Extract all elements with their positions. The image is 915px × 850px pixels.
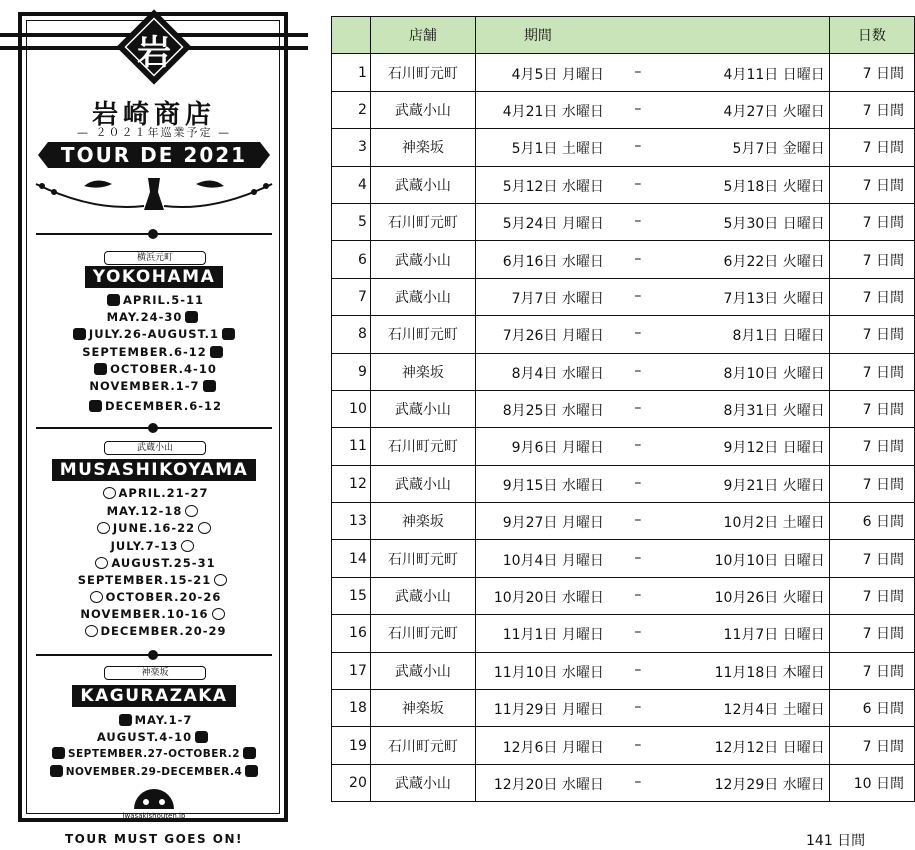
row-days: 7 日間: [829, 428, 914, 465]
table-row: [332, 316, 915, 353]
period-dash: –: [634, 474, 642, 491]
period-start: 8月25日 水曜日: [502, 403, 604, 420]
table-row: [332, 652, 915, 689]
table-row: [332, 278, 915, 315]
period-dash: –: [634, 400, 642, 417]
yokohama-date: DECEMBER.6-12: [0, 399, 308, 413]
period-start: 11月29日 月曜日: [493, 702, 604, 719]
yokohama-date: NOVEMBER.1-7: [0, 379, 308, 393]
row-store: 石川町元町: [370, 428, 475, 465]
period-dash: –: [634, 774, 642, 790]
row-index: 3: [332, 129, 371, 166]
row-period: [475, 91, 829, 128]
table-row: [332, 203, 915, 240]
row-period: [475, 764, 829, 801]
row-period: [475, 353, 829, 390]
table-row: [332, 577, 915, 614]
period-start: 12月20日 水曜日: [493, 777, 604, 793]
row-days: 7 日間: [829, 54, 914, 91]
row-days: 7 日間: [829, 540, 914, 577]
row-store: 武蔵小山: [370, 652, 475, 689]
period-end: 12月12日 日曜日: [714, 739, 825, 756]
kagurazaka-date: SEPTEMBER.27-OCTOBER.2: [0, 747, 308, 760]
row-index: 5: [332, 203, 371, 240]
row-index: 2: [332, 91, 371, 128]
period-start: 9月27日 月曜日: [502, 515, 604, 532]
row-days: 6 日間: [829, 503, 914, 540]
row-days: 7 日間: [829, 166, 914, 203]
period-end: 11月18日 木曜日: [714, 664, 825, 681]
kagurazaka-kana: 神楽坂: [104, 666, 206, 680]
logo-glyph: 岩: [137, 33, 171, 73]
period-end: 12月4日 土曜日: [723, 702, 825, 719]
row-days: 7 日間: [829, 129, 914, 166]
musashikoyama-date: SEPTEMBER.15-21: [0, 573, 308, 587]
kagurazaka-date: NOVEMBER.29-DECEMBER.4: [0, 765, 308, 778]
row-period: [475, 278, 829, 315]
period-dash: –: [634, 661, 642, 678]
footer-logo-icon: [130, 785, 178, 811]
period-dash: –: [634, 437, 642, 454]
period-dash: –: [634, 362, 642, 379]
row-store: 武蔵小山: [370, 166, 475, 203]
table-row: [332, 428, 915, 465]
period-start: 12月6日 月曜日: [502, 739, 604, 756]
period-dash: –: [634, 587, 642, 604]
table-row: [332, 91, 915, 128]
row-period: [475, 316, 829, 353]
row-index: 15: [332, 577, 371, 614]
table-row: [332, 503, 915, 540]
row-days: 7 日間: [829, 390, 914, 427]
table-row: [332, 353, 915, 390]
row-index: 1: [332, 54, 371, 91]
section-divider: [36, 423, 272, 433]
row-store: 石川町元町: [370, 203, 475, 240]
row-index: 4: [332, 166, 371, 203]
yokohama-kana: 横浜元町: [104, 251, 206, 265]
musashikoyama-date: AUGUST.25-31: [0, 556, 308, 570]
period-end: 9月12日 日曜日: [723, 440, 825, 457]
table-row: [332, 54, 915, 91]
row-index: 7: [332, 278, 371, 315]
poster-motto: TOUR MUST GOES ON!: [64, 832, 244, 846]
period-end: 5月7日 金曜日: [732, 141, 825, 158]
period-end: 8月31日 火曜日: [723, 403, 825, 420]
period-end: 10月10日 日曜日: [714, 552, 825, 569]
row-store: 神楽坂: [370, 129, 475, 166]
row-index: 19: [332, 727, 371, 764]
period-end: 7月13日 火曜日: [723, 290, 825, 307]
row-period: [475, 129, 829, 166]
row-index: 20: [332, 764, 371, 801]
row-days: 7 日間: [829, 241, 914, 278]
period-start: 4月21日 水曜日: [502, 103, 604, 120]
row-store: 神楽坂: [370, 690, 475, 727]
row-store: 武蔵小山: [370, 465, 475, 502]
row-store: 石川町元町: [370, 316, 475, 353]
period-start: 9月6日 月曜日: [511, 440, 604, 457]
row-store: 石川町元町: [370, 615, 475, 652]
row-period: [475, 540, 829, 577]
period-end: 8月10日 火曜日: [723, 365, 825, 382]
musashikoyama-date: MAY.12-18: [0, 504, 308, 518]
period-dash: –: [634, 624, 642, 641]
period-end: 5月30日 日曜日: [723, 216, 825, 233]
row-store: 武蔵小山: [370, 764, 475, 801]
row-period: [475, 727, 829, 764]
header-period: 期間: [475, 17, 829, 54]
tour-poster: [0, 0, 308, 849]
table-row: [332, 615, 915, 652]
period-dash: –: [634, 138, 642, 155]
section-divider: [36, 229, 272, 239]
row-period: [475, 577, 829, 614]
tour-schedule-table: [331, 16, 915, 802]
yokohama-date: APRIL.5-11: [0, 293, 308, 307]
period-end: 12月29日 水曜日: [714, 777, 825, 793]
musashikoyama-date: APRIL.21-27: [0, 486, 308, 500]
period-end: 5月18日 火曜日: [723, 178, 825, 195]
row-index: 13: [332, 503, 371, 540]
period-dash: –: [634, 699, 642, 716]
website-url: iwasakishouten.jp: [122, 812, 186, 820]
table-row: [332, 690, 915, 727]
period-dash: –: [634, 287, 642, 304]
table-row: [332, 540, 915, 577]
kagurazaka-title: KAGURAZAKA: [0, 685, 308, 707]
table-row: [332, 129, 915, 166]
row-days: 10 日間: [829, 764, 914, 801]
kagurazaka-date: MAY.1-7: [0, 713, 308, 727]
period-start: 10月20日 水曜日: [493, 590, 604, 607]
row-days: 7 日間: [829, 652, 914, 689]
header-days: 日数: [829, 17, 914, 54]
row-period: [475, 690, 829, 727]
yokohama-date: JULY.26-AUGUST.1: [0, 327, 308, 341]
period-end: 8月1日 日曜日: [732, 328, 825, 345]
row-index: 9: [332, 353, 371, 390]
musashikoyama-date: JUNE.16-22: [0, 521, 308, 535]
period-start: 7月26日 月曜日: [502, 328, 604, 345]
table-row: [332, 764, 915, 801]
yokohama-date: MAY.24-30: [0, 310, 308, 324]
row-days: 7 日間: [829, 577, 914, 614]
header-store: 店舗: [370, 17, 475, 54]
period-dash: –: [634, 512, 642, 529]
period-start: 10月4日 月曜日: [502, 552, 604, 569]
row-days: 7 日間: [829, 203, 914, 240]
table-row: [332, 390, 915, 427]
period-start: 8月4日 水曜日: [511, 365, 604, 382]
period-start: 7月7日 水曜日: [511, 290, 604, 307]
period-dash: –: [634, 549, 642, 566]
row-store: 武蔵小山: [370, 241, 475, 278]
row-store: 神楽坂: [370, 353, 475, 390]
row-index: 10: [332, 390, 371, 427]
row-days: 7 日間: [829, 465, 914, 502]
poster-subtitle: — ２０２１年巡業予定 —: [77, 126, 231, 139]
table-row: [332, 465, 915, 502]
row-store: 石川町元町: [370, 727, 475, 764]
row-period: [475, 615, 829, 652]
period-start: 11月10日 水曜日: [493, 664, 604, 681]
row-store: 武蔵小山: [370, 91, 475, 128]
row-days: 7 日間: [829, 316, 914, 353]
period-start: 4月5日 月曜日: [511, 66, 604, 83]
period-end: 10月2日 土曜日: [723, 515, 825, 532]
yokohama-date: OCTOBER.4-10: [0, 362, 308, 376]
table-row: [332, 727, 915, 764]
row-period: [475, 54, 829, 91]
row-index: 8: [332, 316, 371, 353]
period-dash: –: [634, 736, 642, 753]
period-start: 6月16日 水曜日: [502, 253, 604, 270]
row-days: 7 日間: [829, 91, 914, 128]
period-end: 10月26日 火曜日: [714, 590, 825, 607]
period-dash: –: [634, 250, 642, 267]
row-store: 武蔵小山: [370, 278, 475, 315]
row-store: 神楽坂: [370, 503, 475, 540]
row-period: [475, 503, 829, 540]
row-period: [475, 465, 829, 502]
row-index: 12: [332, 465, 371, 502]
row-store: 石川町元町: [370, 54, 475, 91]
tour-banner: TOUR DE 2021: [48, 142, 260, 168]
yokohama-date: SEPTEMBER.6-12: [0, 345, 308, 359]
period-end: 9月21日 火曜日: [723, 477, 825, 494]
period-start: 11月1日 月曜日: [502, 627, 604, 644]
row-period: [475, 390, 829, 427]
row-store: 石川町元町: [370, 540, 475, 577]
header-index: [332, 17, 371, 54]
row-period: [475, 652, 829, 689]
row-period: [475, 241, 829, 278]
period-dash: –: [634, 175, 642, 192]
section-divider: [36, 650, 272, 660]
row-index: 16: [332, 615, 371, 652]
table-row: [332, 166, 915, 203]
yokohama-title: YOKOHAMA: [0, 266, 308, 288]
row-days: 7 日間: [829, 727, 914, 764]
row-days: 7 日間: [829, 278, 914, 315]
period-dash: –: [634, 63, 642, 80]
period-start: 5月24日 月曜日: [502, 216, 604, 233]
row-days: 7 日間: [829, 353, 914, 390]
period-dash: –: [634, 100, 642, 117]
period-end: 4月11日 日曜日: [723, 66, 825, 83]
row-index: 17: [332, 652, 371, 689]
musashikoyama-date: DECEMBER.20-29: [0, 624, 308, 638]
period-dash: –: [634, 325, 642, 342]
row-store: 武蔵小山: [370, 577, 475, 614]
table-header-row: [332, 17, 915, 54]
row-index: 14: [332, 540, 371, 577]
total-days: 141 日間: [806, 833, 866, 849]
row-days: 7 日間: [829, 615, 914, 652]
row-period: [475, 428, 829, 465]
period-start: 5月1日 土曜日: [511, 141, 604, 158]
table-row: [332, 241, 915, 278]
period-start: 5月12日 水曜日: [502, 178, 604, 195]
kagurazaka-date: AUGUST.4-10: [0, 730, 308, 744]
row-period: [475, 166, 829, 203]
period-end: 6月22日 火曜日: [723, 253, 825, 270]
period-end: 4月27日 火曜日: [723, 103, 825, 120]
musashikoyama-date: NOVEMBER.10-16: [0, 607, 308, 621]
row-store: 武蔵小山: [370, 390, 475, 427]
musashikoyama-kana: 武蔵小山: [104, 441, 206, 455]
row-index: 6: [332, 241, 371, 278]
row-period: [475, 203, 829, 240]
dragon-ornament-icon: [34, 172, 274, 216]
musashikoyama-title: MUSASHIKOYAMA: [0, 459, 308, 481]
period-start: 9月15日 水曜日: [502, 477, 604, 494]
row-index: 11: [332, 428, 371, 465]
shop-name: 岩崎商店: [91, 100, 216, 130]
row-index: 18: [332, 690, 371, 727]
period-end: 11月7日 日曜日: [723, 627, 825, 644]
period-dash: –: [634, 213, 642, 230]
musashikoyama-date: JULY.7-13: [0, 539, 308, 553]
row-days: 6 日間: [829, 690, 914, 727]
musashikoyama-date: OCTOBER.20-26: [0, 590, 308, 604]
